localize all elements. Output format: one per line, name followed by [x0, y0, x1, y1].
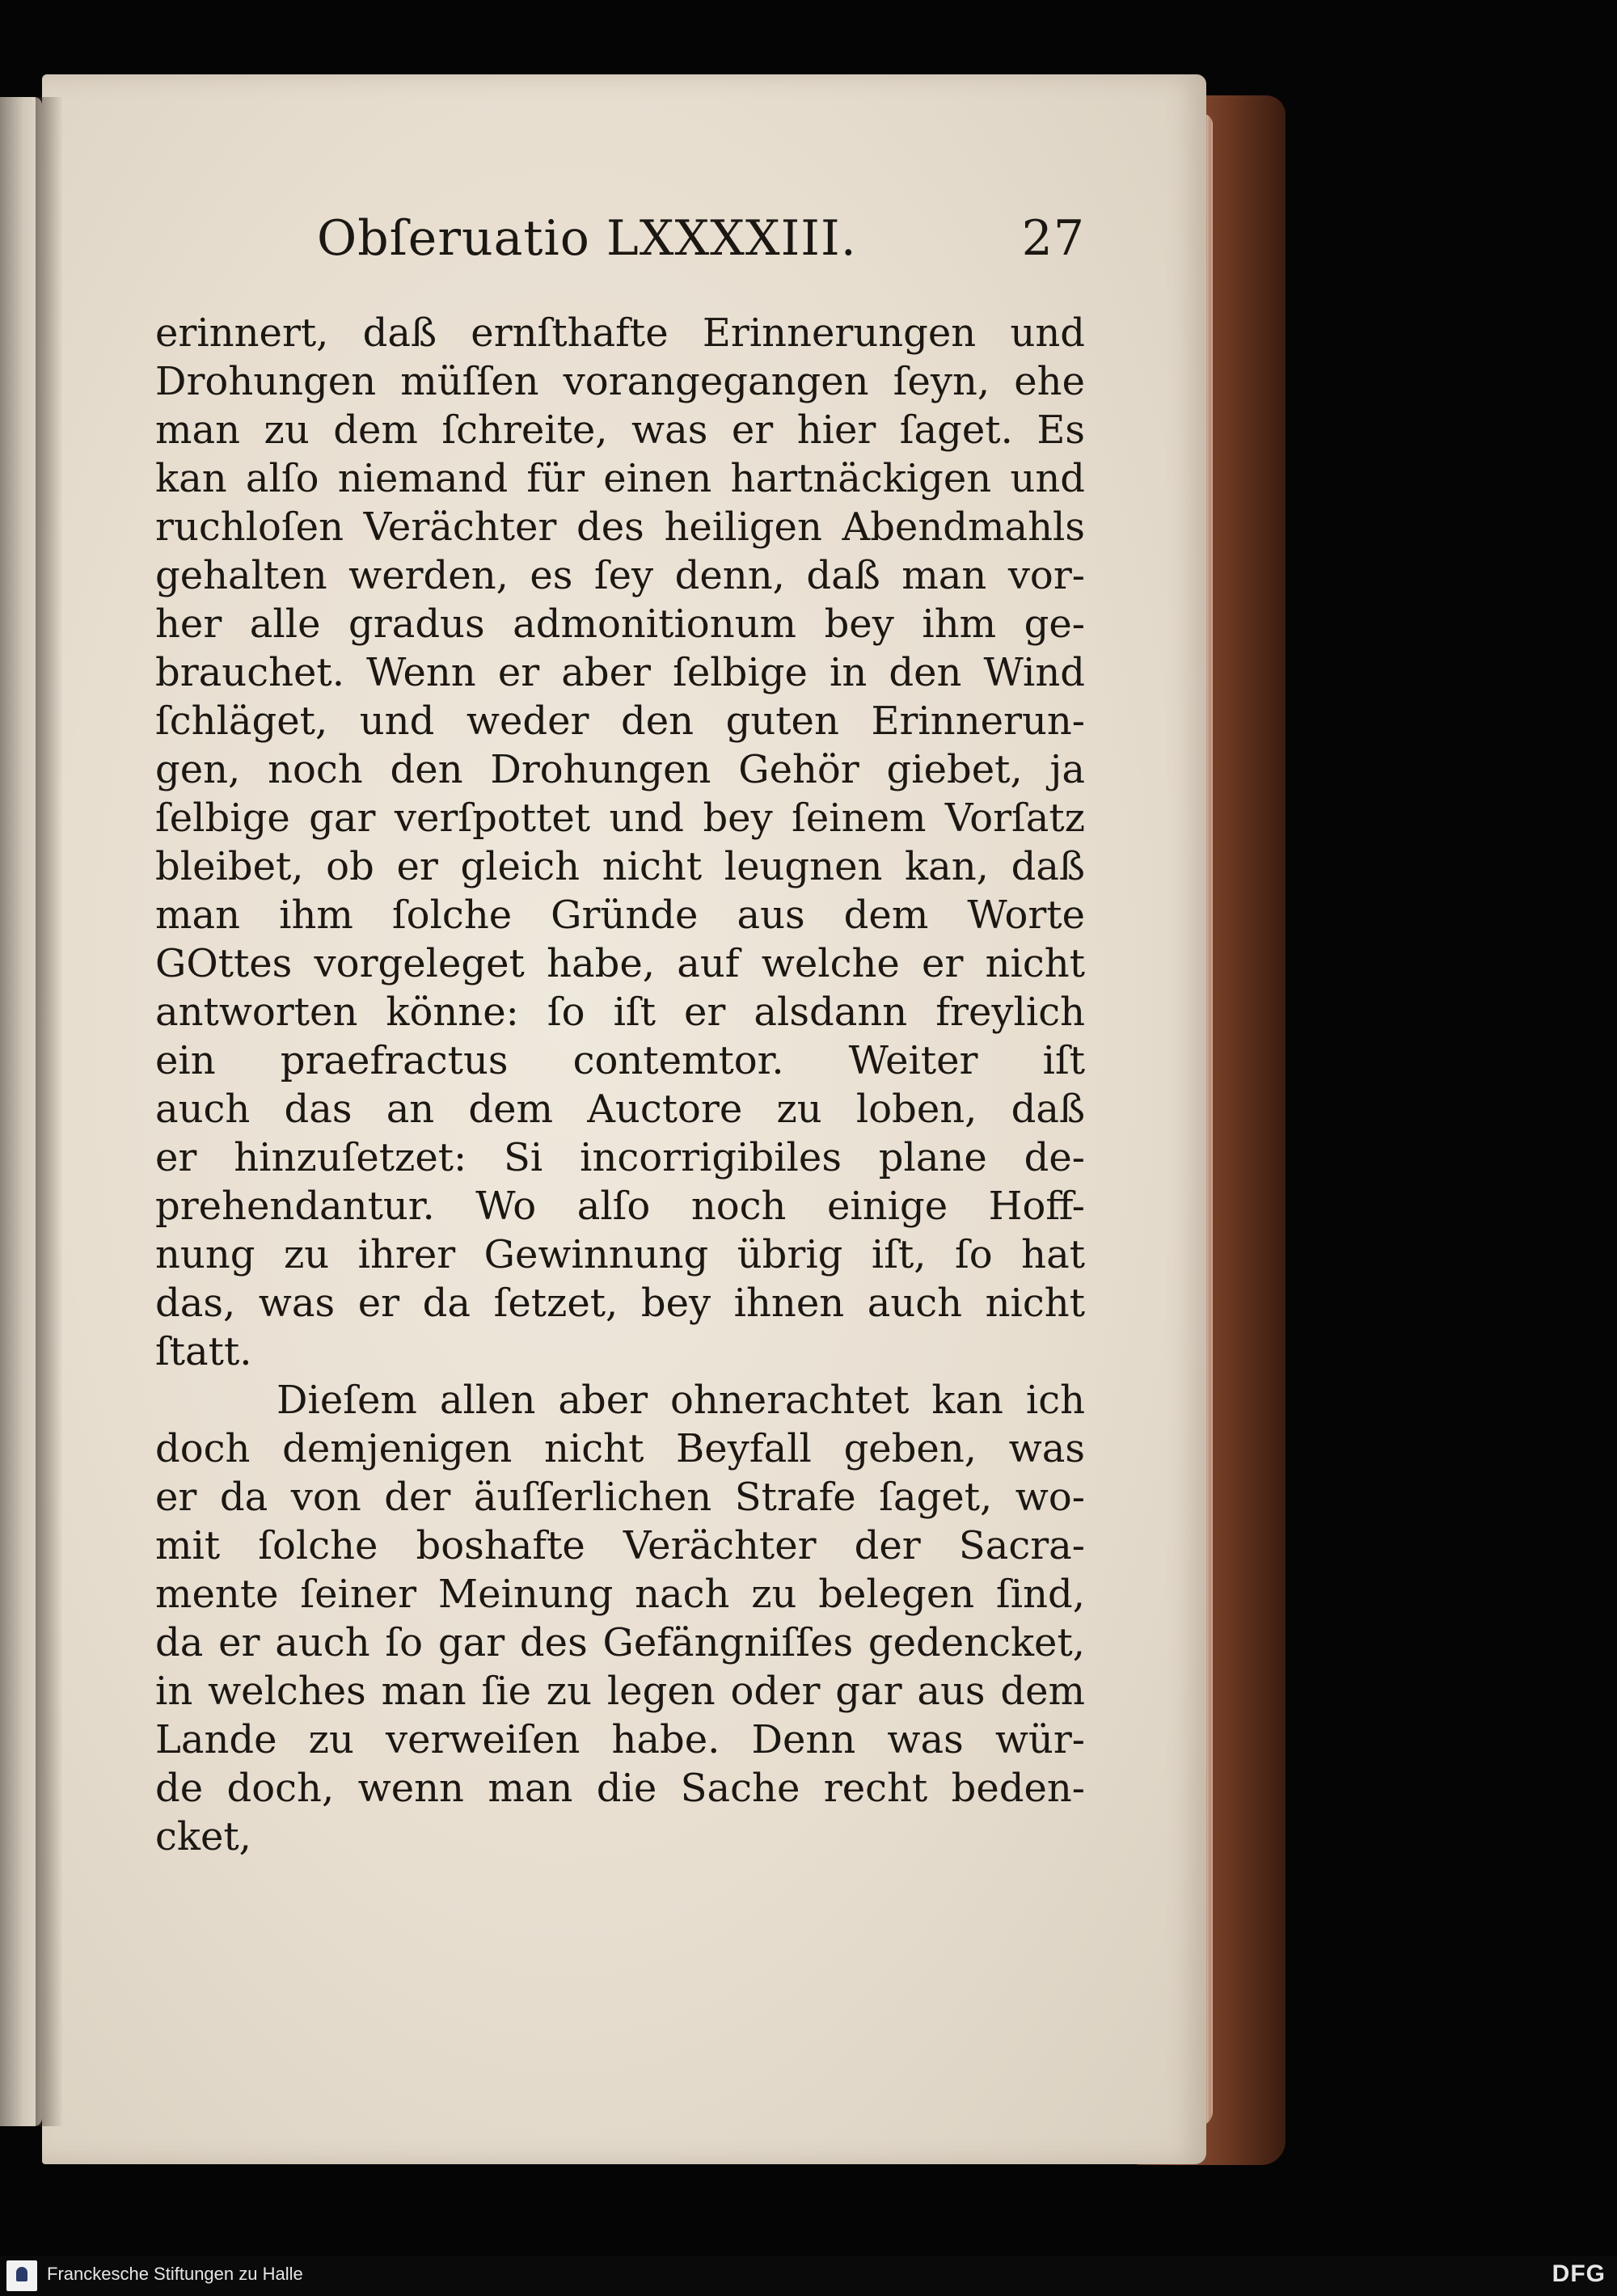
book-page — [42, 74, 1206, 2164]
viewer-footer — [0, 2256, 1617, 2296]
text-line: her alle gradus admonitionum bey ihm ge- — [155, 601, 1085, 647]
text-line: doch demjenigen nicht Beyfall geben, was — [155, 1426, 1085, 1471]
text-line: Lande zu verweiſen habe. Denn was wür- — [155, 1717, 1085, 1762]
text-line: auch das an dem Auctore zu loben, daß — [155, 1087, 1085, 1132]
text-line: Drohungen müſſen vorangegangen ſeyn, ehe — [155, 359, 1085, 404]
text-line: er hinzuſetzet: Si incorrigibiles plane de- — [155, 1135, 1085, 1180]
text-line: mit ſolche boshafte Verächter der Sacra- — [155, 1523, 1085, 1568]
paragraph-end-line: ſtatt. — [155, 1329, 252, 1374]
text-line: das, was er da ſetzet, bey ihnen auch nicht — [155, 1281, 1085, 1326]
text-line: prehendantur. Wo alſo noch einige Hoff- — [155, 1184, 1085, 1229]
page-header — [155, 196, 1085, 285]
body-text — [155, 309, 1085, 1861]
page-number: 27 — [1021, 210, 1085, 267]
text-line: bleibet, ob er gleich nicht leugnen kan, daß — [155, 844, 1085, 889]
text-line: nung zu ihrer Gewinnung übrig iſt, ſo hat — [155, 1232, 1085, 1277]
text-line: da er auch ſo gar des Gefängniſſes gedencket, — [155, 1620, 1085, 1665]
text-line: man zu dem ſchreite, was er hier ſaget. Es — [155, 407, 1085, 453]
page-content — [155, 196, 1085, 1861]
gutter-shadow — [36, 97, 63, 2126]
text-line: man ihm ſolche Gründe aus dem Worte — [155, 893, 1085, 938]
text-line: mente ſeiner Meinung nach zu belegen ſind, — [155, 1572, 1085, 1617]
text-line: ein praefractus contemtor. Weiter iſt — [155, 1038, 1085, 1083]
text-line: gehalten werden, es ſey denn, daß man vor- — [155, 553, 1085, 598]
text-line: de doch, wenn man die Sache recht beden- — [155, 1766, 1085, 1811]
text-line: ſchläget, und weder den guten Erinnerun- — [155, 699, 1085, 744]
text-line: ſelbige gar verſpottet und bey ſeinem Vorſatz — [155, 796, 1085, 841]
text-line: ruchloſen Verächter des heiligen Abendmahls — [155, 504, 1085, 550]
text-line: antworten könne: ſo iſt er alsdann freylich — [155, 990, 1085, 1035]
text-line: kan alſo niemand für einen hartnäckigen und — [155, 456, 1085, 501]
institution-logo-icon — [6, 2260, 37, 2291]
text-line: erinnert, daß ernſthafte Erinnerungen und — [155, 310, 1085, 356]
text-line: in welches man ſie zu legen oder gar aus dem — [155, 1669, 1085, 1714]
dfg-logo: DFG — [1552, 2260, 1606, 2287]
catchword: cket, — [155, 1814, 251, 1859]
text-line: GOttes vorgeleget habe, auf welche er nicht — [155, 941, 1085, 986]
text-line: brauchet. Wenn er aber ſelbige in den Wind — [155, 650, 1085, 695]
running-head: Obſeruatio LXXXXIII. — [317, 210, 857, 267]
institution-label: Franckesche Stiftungen zu Halle — [47, 2264, 303, 2284]
text-line: gen, noch den Drohungen Gehör giebet, ja — [155, 747, 1085, 792]
paragraph-start-line: Dieſem allen aber ohnerachtet kan ich — [277, 1378, 1085, 1423]
text-line: er da von der äuſſerlichen Strafe ſaget, wo- — [155, 1475, 1085, 1520]
